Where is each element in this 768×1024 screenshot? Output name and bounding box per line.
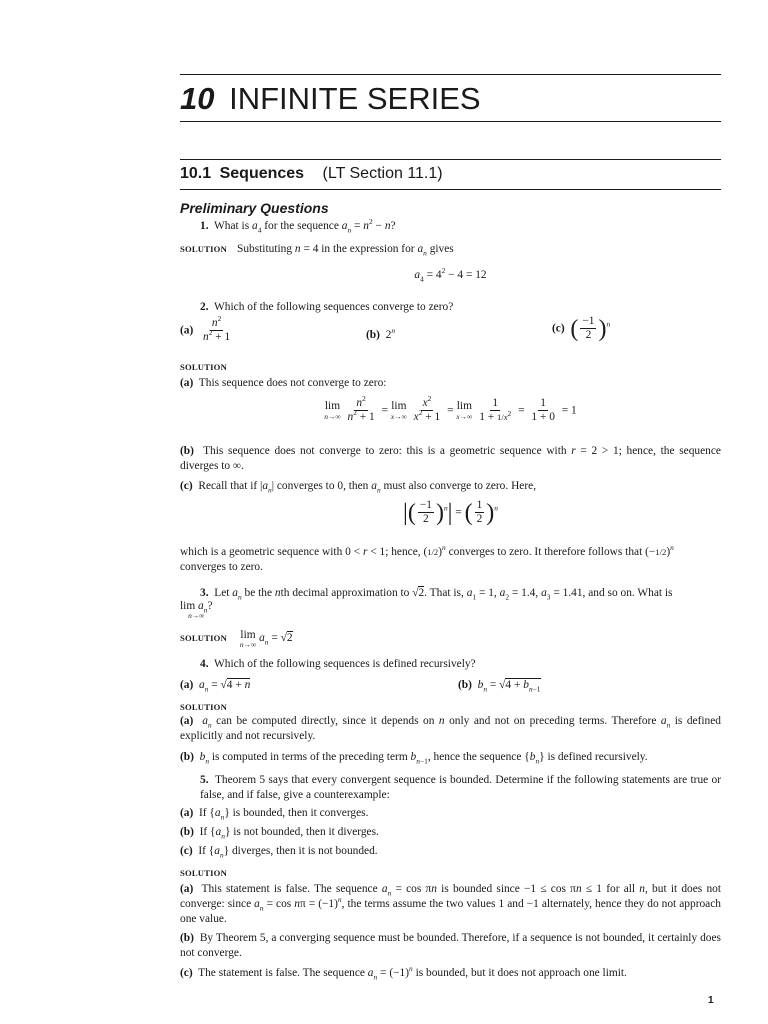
top-rule xyxy=(180,74,721,75)
question-3: 3. Let $a_n$ be the nth decimal approximation to √2. That is, $a_1 = 1$, $a_2 = 1.4$, $a_3 = 1.41$, and so on. What is $\lim a_n$? n→∞ xyxy=(180,587,673,621)
q5-statement-b: (b) If $\{a_n\}$ is not bounded, then it diverges. xyxy=(180,826,379,841)
solution-2b: (b) This sequence does not converge to zero: this is a geometric sequence with r = 2 > 1; hence, the sequence diverges to ∞. xyxy=(180,445,721,473)
chapter-heading xyxy=(180,80,481,118)
chapter-rule xyxy=(180,121,721,122)
question-2: 2. Which of the following sequences converge to zero? xyxy=(200,301,454,313)
q4-option-a: (a) $a_n = √4 + n$ xyxy=(180,679,251,694)
q5-statement-c: (c) If $\{a_n\}$ diverges, then it is not bounded. xyxy=(180,845,378,860)
q2-option-c: (c) ( $\frac{-1}{2}$ )$^n$ xyxy=(552,315,611,342)
solution-2c: (c) Recall that if $|a_n|$ converges to 0, then $a_n$ must also converge to zero. Here, xyxy=(180,480,537,495)
q2-option-a: (a) $\frac{n^2}{n^2 + 1}$ xyxy=(180,314,231,343)
chapter-number: 10 xyxy=(180,81,215,116)
section-bottom-rule xyxy=(180,189,721,190)
q4-option-b: (b) $b_n = √4 + b_{n-1}$ xyxy=(458,679,541,694)
solution-3: SOLUTION lim n→∞ $a_n = √2$ xyxy=(180,629,293,650)
section-ref: (LT Section 11.1) xyxy=(322,165,443,182)
q2-option-b: (b) 2$^n$ xyxy=(366,326,396,341)
solution-4b: (b) $b_n$ is computed in terms of the preceding term $b_{n-1}$, hence the sequence $\{b_n\}$ is defined recursively. xyxy=(180,751,648,766)
solution-4-tag: SOLUTION xyxy=(180,702,227,712)
section-number: 10.1 xyxy=(180,165,212,182)
question-5: 5. Theorem 5 says that every convergent sequence is bounded. Determine if the following statements are true or false, and if false, give a counterexample: xyxy=(200,774,721,802)
equation-2a: lim n→∞ $\frac{n^2}{n^2 + 1}$ = lim x→∞ $\frac{x^2}{x^2 + 1}$ = lim x→∞ $\frac{1}{1 + 1/x^2}$ = $\frac{1}{1 + 0}$ = 1 xyxy=(324,394,577,423)
equation-2c: |( $\frac{-1}{2}$ )$^n$| = ( $\frac{1}{2}$ )$^n$ xyxy=(403,499,498,526)
solution-5b: (b) By Theorem 5, a converging sequence must be bounded. Therefore, if a sequence is not bounded, it certainly does not converge. xyxy=(180,932,721,960)
question-1: 1. What is $a_4$ for the sequence $a_n = n^2 - n$? xyxy=(200,217,396,235)
solution-1: SOLUTION Substituting n = 4 in the expression for $a_n$ gives xyxy=(180,243,454,258)
section-heading xyxy=(180,164,443,184)
q5-statement-a: (a) If $\{a_n\}$ is bounded, then it converges. xyxy=(180,807,369,822)
solution-4a: (a) $a_n$ can be computed directly, since it depends on n only and not on preceding terms. Therefore $a_n$ is defined explicitly and not recursively. xyxy=(180,715,722,743)
chapter-title: INFINITE SERIES xyxy=(229,81,481,116)
equation-1: $a_4 = 4^2 - 4 = 12$ xyxy=(414,266,487,284)
section-top-rule xyxy=(180,159,721,160)
solution-5a: (a) This statement is false. The sequence $a_n = \cos \pi n$ is bounded since −1 ≤ cos πn ≤ 1 for all n, but it does not converge: since $a_n = \cos n\pi = (-1)^n$, the terms assume the two values 1 and −1 alternately, hence they do not approach one value. xyxy=(180,883,721,926)
solution-5-tag: SOLUTION xyxy=(180,868,227,878)
solution-2c-conclusion: which is a geometric sequence with 0 < r < 1; hence, $(1/2)^n$ converges to zero. It therefore follows that $(-1/2)^n$ converges to zero. xyxy=(180,543,674,574)
solution-2-tag: SOLUTION xyxy=(180,362,227,372)
prelim-heading: Preliminary Questions xyxy=(180,200,329,216)
section-title: Sequences xyxy=(219,165,305,182)
solution-tag: SOLUTION xyxy=(180,244,227,254)
solution-2a: (a) This sequence does not converge to zero: xyxy=(180,377,387,389)
solution-5c: (c) The statement is false. The sequence $a_n = (-1)^n$ is bounded, but it does not approach one limit. xyxy=(180,964,627,982)
question-4: 4. Which of the following sequences is defined recursively? xyxy=(200,658,476,670)
page-number: 1 xyxy=(708,995,714,1006)
